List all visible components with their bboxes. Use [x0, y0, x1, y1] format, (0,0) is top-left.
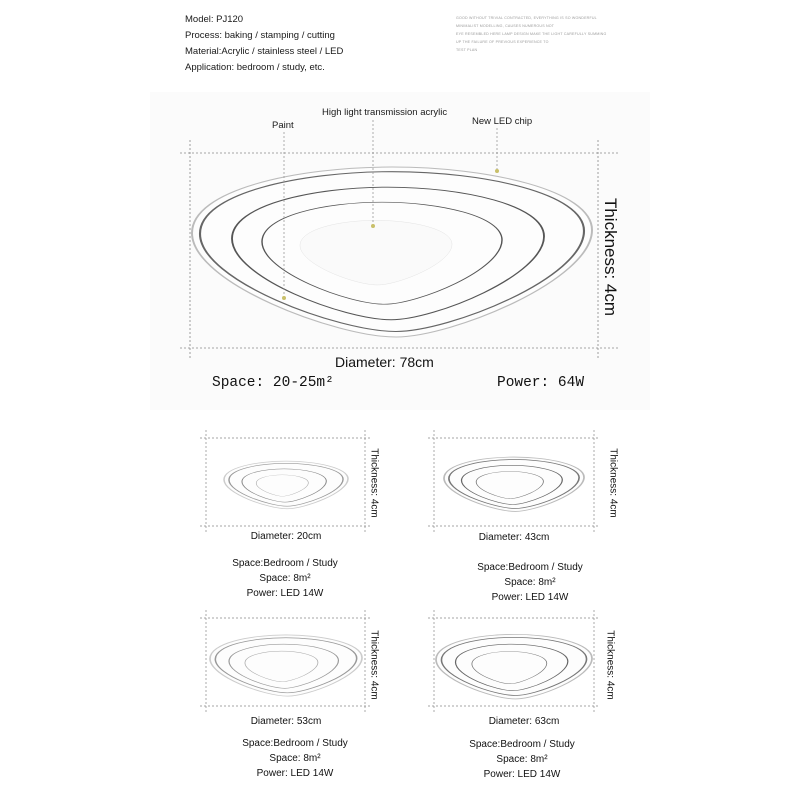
hero-power-label: Power: 64W: [497, 375, 585, 391]
variant-space-type: Space:Bedroom / Study: [469, 739, 575, 750]
variant-specs: [437, 737, 607, 782]
fine-print-line: TEST PLAN: [456, 48, 478, 52]
spec-application: Application: bedroom / study, etc.: [185, 62, 325, 73]
variant-lamp-53cm: [210, 635, 362, 696]
variant-thickness-label: Thickness: 4cm: [368, 448, 380, 518]
hero-space-label: Space: 20-25m²: [212, 375, 334, 391]
hero-diameter-label: Diameter: 78cm: [335, 354, 434, 370]
variant-space-type: Space:Bedroom / Study: [242, 738, 348, 749]
variant-space-type: Space:Bedroom / Study: [232, 558, 338, 569]
spec-model: Model: PJ120: [185, 14, 244, 25]
hero-lamp: [192, 167, 592, 337]
variant-diameter-label: Diameter: 43cm: [478, 532, 550, 543]
variant-power: Power: LED 14W: [256, 768, 334, 779]
fine-print-line: GOOD WITHOUT TRIVIAL CONTRACTED, EVERYTHING IS SO WONDERFUL: [456, 16, 597, 20]
variant-lamp-20cm: [224, 461, 348, 509]
variant-lamp-43cm: [444, 457, 584, 511]
variant-specs: [200, 556, 370, 601]
variant-diameter-label: Diameter: 63cm: [488, 716, 560, 727]
fine-print-line: MINIMALIST MODELLING, CAUSES NUMEROUS NOT: [456, 24, 555, 28]
variant-specs: [210, 736, 380, 781]
fine-print-line: EYE RESEMBLED HERE LAMP DESIGN MAKE THE LIGHT CAREFULLY SUMMING: [456, 32, 607, 36]
variant-thickness-label: Thickness: 4cm: [368, 630, 380, 700]
variant-lamp-63cm: [436, 634, 592, 699]
variant-space-type: Space:Bedroom / Study: [477, 562, 583, 573]
spec-process: Process: baking / stamping / cutting: [185, 30, 335, 41]
variant-power: Power: LED 14W: [483, 769, 561, 780]
hero-thickness-label: Thickness: 4cm: [601, 197, 620, 317]
spec-material: Material:Acrylic / stainless steel / LED: [185, 46, 344, 57]
variant-power: Power: LED 14W: [491, 592, 569, 603]
callout-acrylic-label: High light transmission acrylic: [322, 107, 448, 118]
variant-diameter-label: Diameter: 20cm: [250, 531, 322, 542]
callout-paint-label: Paint: [272, 120, 294, 131]
variant-space-size: Space: 8m²: [269, 753, 321, 764]
fine-print-line: UP THE FAILURE OF PREVIOUS EXPERIENCE TO: [456, 40, 549, 44]
variant-thickness-label: Thickness: 4cm: [607, 448, 619, 518]
variant-space-size: Space: 8m²: [259, 573, 311, 584]
variant-specs: [445, 560, 615, 605]
variant-thickness-label: Thickness: 4cm: [604, 630, 616, 700]
variant-space-size: Space: 8m²: [496, 754, 548, 765]
callout-led-chip-label: New LED chip: [472, 116, 533, 127]
variant-space-size: Space: 8m²: [504, 577, 556, 588]
variant-diameter-label: Diameter: 53cm: [250, 716, 322, 727]
variant-power: Power: LED 14W: [246, 588, 324, 599]
